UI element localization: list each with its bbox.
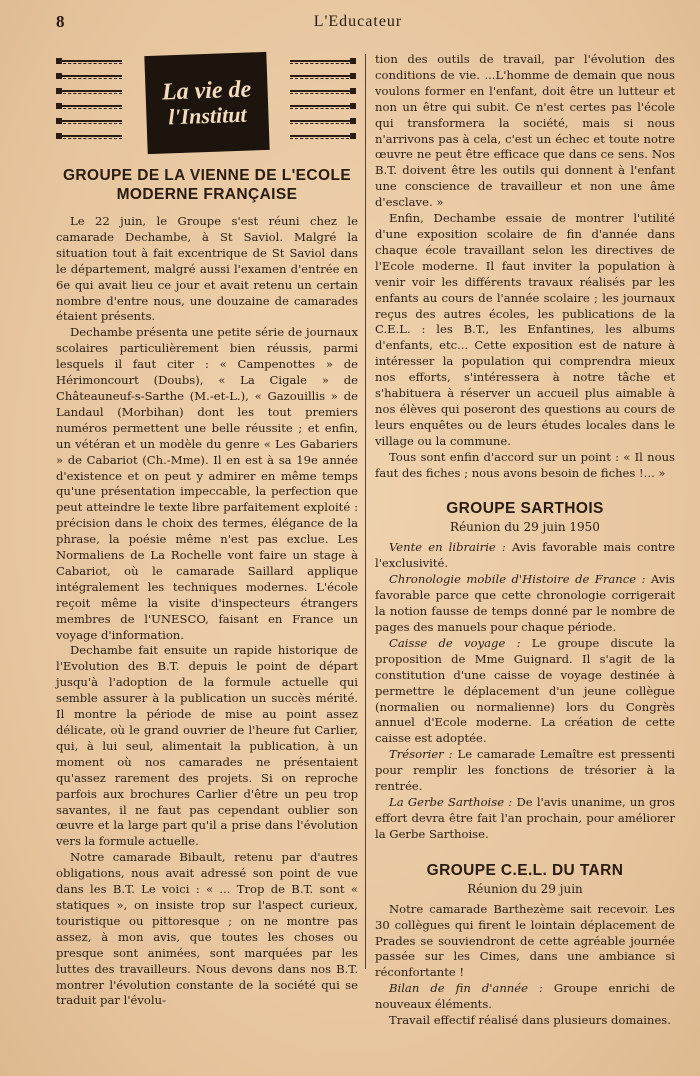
- left-column: [56, 56, 358, 1009]
- right-column: [375, 52, 675, 1029]
- vienne-paragraph-continued: [56, 850, 358, 1009]
- vienne-paragraph: Dechambe présenta une petite série de journaux scolaires particulièrement bien réussis, parmi lesquels il faut citer : « Campenottes » de Hérimoncourt (Doubs), « La Cigale » de Châteauneuf-s-Sarthe (M.-et-L.), « Gazouillis » de Landaul (Morbihan) dont les tout premiers numéros permettent une belle réussite ; et enfin, un vétéran et un modèle du genre « Les Gabariers » de Cabariot (Ch.-Mme). Il en est à sa 19e année d'existence et on peut y admirer en même temps qu'une présentation impeccable, la perfection que peut atteindre le texte libre parfaitement exploité : précision dans le choix des termes, élégance de la phrase, la poésie même n'est pas exclue. Les Normaliens de La Rochelle vont faire un stage à Cabariot, où le camarade Saillard applique intégralement les techniques modernes. L'école reçoit même la visite d'inspecteurs étrangers membres de l'UNESCO, faisant en France un voyage d'information.: [56, 325, 358, 642]
- tarn-title: GROUPE C.E.L. DU TARN: [426, 861, 624, 879]
- tarn-meeting-date: Réunion du 29 juin: [467, 881, 583, 896]
- logo-line-2: l'Institut: [167, 101, 247, 130]
- vienne-paragraph: Enfin, Dechambe essaie de montrer l'utilité d'une exposition scolaire de fin d'année dans chaque école travaillant selon les directives de l'Ecole moderne. Il faut inviter la population à venir voir les différents travaux réalisés par les enfants au cours de l'année scolaire ; les journaux reçus des autres écoles, les publications de la C.E.L. : les B.T., les Enfantines, les albums d'enfants, etc... Cette exposition est de nature à intéresser la population qui comprendra mieux nos efforts, s'intéressera à notre tâche et s'habituera à réserver un accueil plus aimable à nos élèves qui poseront des questions au cours de leurs enquêtes ou de leurs études locales dans le village ou la commune.: [375, 211, 675, 448]
- tarn-item: Bilan de fin d'année : Groupe enrichi de nouveaux éléments.: [375, 981, 676, 1012]
- vienne-title: GROUPE DE LA VIENNE DE L'ECOLE MODERNE FRANÇAISE: [62, 167, 352, 203]
- sarthois-item: Vente en librairie : Avis favorable mais contre l'exclusivité.: [375, 540, 675, 571]
- vienne-paragraph: Dechambe fait ensuite un rapide historique de l'Evolution des B.T. depuis le point de départ jusqu'à l'adoption de la formule actuelle qui semble assurer à la publication un succès mérité. Il montre la période de mise au point assez délicate, où le grand ouvrier de l'heure fut Carlier, qui, à lui seul, alimentait la publication, à un moment où nos camarades ne présentaient qu'assez rarement des projets. Si on reproche parfois aux brochures Carlier d'être un peu trop savantes, il ne faut pas cependant oublier son œuvre et la large part qu'il a prise dans l'évolution vers la formule actuelle.: [56, 643, 358, 849]
- decorative-rules-right: [290, 60, 354, 150]
- sarthois-item: Chronologie mobile d'Histoire de France : Avis favorable parce que cette chronologie corrigerait la notion fausse de temps donné par le nombre de pages des manuels pour chaque période.: [375, 572, 675, 634]
- vienne-paragraph-continuation: tion des outils de travail, par l'évolution des conditions de vie. ...L'homme de demain que nous voulons former en l'enfant, doit être un lutteur et non un être qui subit. Ce n'est certes pas l'école qui transformera la société, mais si nous n'arrivons pas à cela, c'est un échec et toute notre œuvre ne peut être efficace que dans ce sens. Nos B.T. doivent être les outils qui donnent à l'enfant une conscience de travailleur et non une âme d'esclave. »: [375, 52, 675, 210]
- sarthois-meeting-date: Réunion du 29 juin 1950: [450, 520, 600, 535]
- vienne-paragraph-start: Notre camarade Bibault, retenu par d'autres obligations, nous avait adressé son point de vue dans les B.T. Le voici : « ... Trop de B.T. sont « statiques », on insiste trop sur l'aspect curieux, touristique ou pittoresque ; on ne montre pas assez, à mon avis, que toutes les choses ou presque sont animées, sont marquées par les luttes des travailleurs. Nous devons dans nos B.T. montrer l'évolution constante de la société qui se traduit par l'évolu-: [56, 850, 358, 1008]
- sarthois-item: Trésorier : Le camarade Lemaître est pressenti pour remplir les fonctions de trésorier à la rentrée.: [375, 747, 676, 794]
- page-number: 8: [56, 12, 65, 31]
- tarn-intro: Notre camarade Barthezème sait recevoir. Les 30 collègues qui firent le lointain déplacement de Prades se souviendront de cette agréable journée passée sur les Cimes, dans une ambiance si réconfortante !: [375, 901, 675, 980]
- logo-line-1: La vie de: [161, 76, 252, 106]
- vienne-paragraph: Le 22 juin, le Groupe s'est réuni chez le camarade Dechambe, à St Saviol. Malgré la situation tout à fait excentrique de St Saviol dans le département, malgré aussi l'examen d'entrée en 6e qui avait lieu ce jour et avait retenu un certain nombre d'entre nous, une douzaine de camarades étaient présents.: [56, 214, 358, 324]
- institute-banner: [56, 56, 358, 152]
- tarn-closing: Travail effectif réalisé dans plusieurs domaines.: [389, 1013, 671, 1028]
- sarthois-title: GROUPE SARTHOIS: [446, 500, 604, 518]
- column-divider: [365, 54, 366, 969]
- vienne-paragraph: Tous sont enfin d'accord sur un point : « Il nous faut des fiches ; nous avons besoin de fiches !... »: [375, 449, 675, 480]
- journal-title: L'Educateur: [313, 13, 403, 30]
- decorative-rules-left: [58, 60, 122, 150]
- institute-logo: [146, 54, 267, 152]
- sarthois-item: La Gerbe Sarthoise : De l'avis unanime, un gros effort devra être fait l'an prochain, pour améliorer la Gerbe Sarthoise.: [375, 794, 675, 841]
- sarthois-item: Caisse de voyage : Le groupe discute la proposition de Mme Guignard. Il s'agit de la constitution d'une caisse de voyage destinée à permettre le déplacement d'un jeune collègue (normalien ou normalienne) lors du Congrès annuel d'Ecole moderne. La création de cette caisse est adoptée.: [375, 635, 675, 746]
- page-header: [56, 12, 660, 36]
